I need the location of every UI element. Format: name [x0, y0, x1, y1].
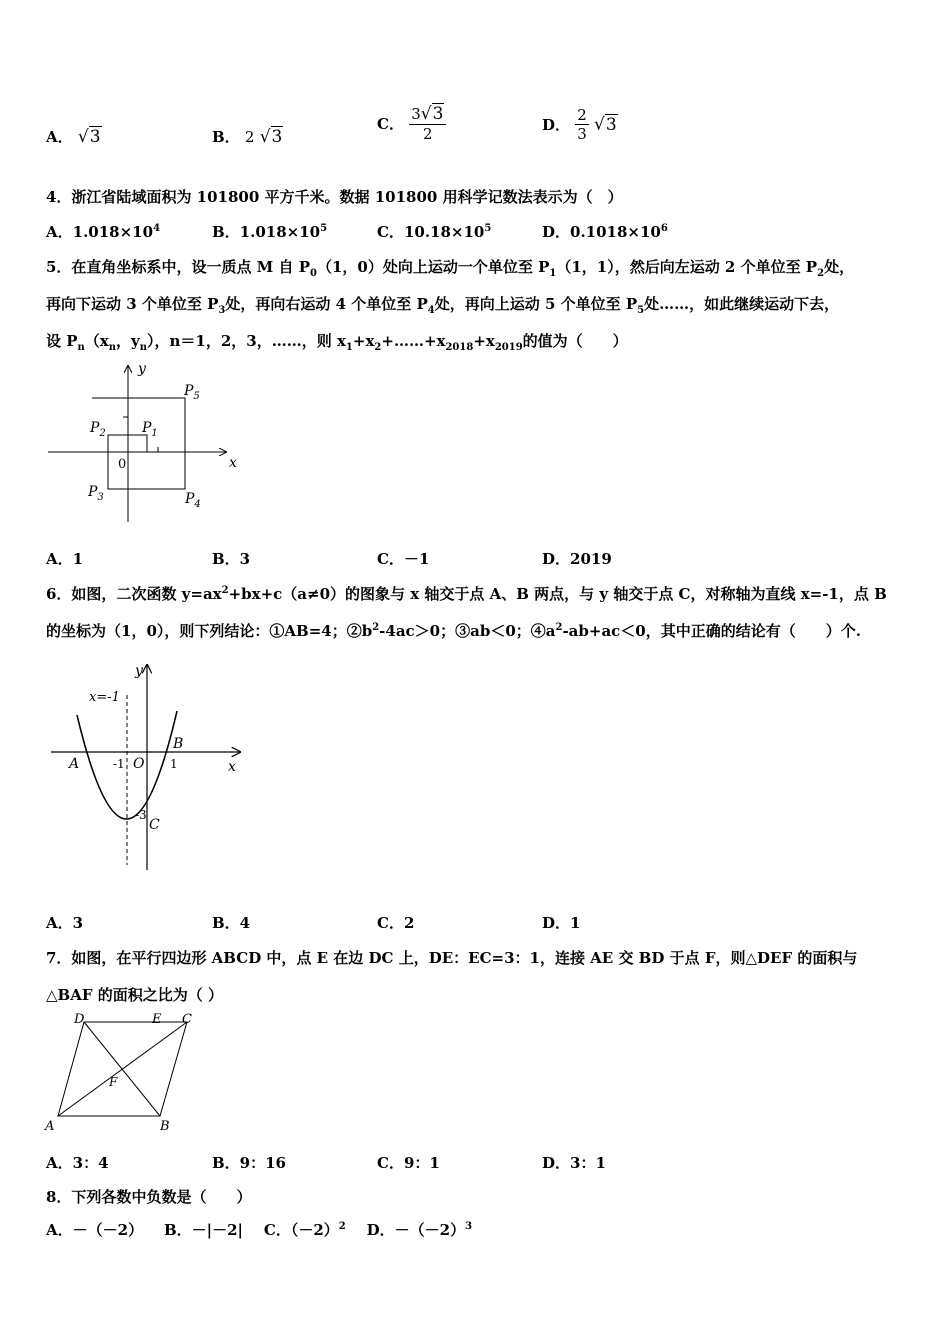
q4-option-b: B．$1.018\times 10^5$: [212, 223, 328, 241]
q5-option-b: B．3: [212, 550, 251, 568]
q8-stem: 8．下列各数中负数是（ ）: [46, 1188, 252, 1206]
tick-label-1: 1: [170, 757, 178, 771]
tick-label-neg3: -3: [135, 808, 147, 822]
y-axis-label: y: [138, 361, 146, 377]
q6-stem-line2: 的坐标为（1，0），则下列结论：①AB=4；$②b^2-4ac>0$；③ab＜0；$④a^2-ab+ac<0$，其中正确的结论有（ ）个.: [46, 622, 861, 640]
q7-option-b: B．9：16: [212, 1154, 286, 1172]
point-p3-label: $P_3$: [88, 484, 104, 503]
point-e-label: E: [152, 1012, 162, 1027]
q6-parabola-figure: [45, 655, 250, 875]
q6-option-a: A．3: [46, 914, 84, 932]
q6-stem-line1: 6．如图，二次函数 $y=ax^2+bx+c(a\ne 0)$的图象与 x 轴交于点 A、B 两点，与 y 轴交于点 C，对称轴为直线 x=-1，点 B: [46, 585, 887, 603]
fraction: $\frac{2}{3}$: [577, 106, 587, 143]
q6-option-c: C．2: [377, 914, 415, 932]
sqrt-expression: √3: [259, 127, 283, 147]
point-p2-label: $P_2$: [90, 420, 106, 439]
x-axis-label: x: [229, 455, 237, 471]
point-p1-label: $P_1$: [142, 420, 158, 439]
point-f-label: F: [109, 1075, 118, 1089]
point-p5-label: $P_5$: [184, 383, 200, 402]
point-b-label: B: [160, 1119, 170, 1134]
q6-option-b: B．4: [212, 914, 251, 932]
q5-stem-line2: 再向下运动 3 个单位至 $P_3$处，再向右运动 4 个单位至 $P_4$处，再向上运动 5 个单位至 $P_5$处……，如此继续运动下去，: [46, 295, 840, 316]
q7-stem-line2: △BAF 的面积之比为（ ）: [46, 986, 223, 1004]
q3-option-a: A． √3: [46, 127, 101, 147]
x-axis-label: x: [228, 759, 236, 775]
diagonal-bd: [84, 1022, 160, 1116]
q5-stem-line3: 设 $P_n(x_n$，$y_n$），n＝1，2，3，……，则 $x_1+x_2+\dots\dots+x_{2018}+x_{2019}$的值为（ ）: [46, 332, 628, 353]
sqrt-expression: √3: [594, 114, 617, 135]
q5-option-a: A．1: [46, 550, 84, 568]
point-d-label: D: [74, 1012, 85, 1027]
q5-option-d: D．2019: [542, 550, 612, 568]
q7-option-a: A．3：4: [46, 1154, 109, 1172]
q3-option-b: B． 2 √3: [212, 127, 283, 147]
point-p4-label: $P_4$: [185, 491, 201, 510]
sqrt-expression: √3: [77, 127, 101, 147]
point-c-label: C: [182, 1012, 192, 1027]
q7-option-c: C．9：1: [377, 1154, 440, 1172]
q5-stem-line1: 5．在直角坐标系中，设一质点 M 自 $P_0(1$，0）处向上运动一个单位至 $P_1(1$，1），然后向左运动 2 个单位至 $P_2$处，: [46, 258, 855, 279]
q4-option-d: D．$0.1018\times 10^6$: [542, 223, 668, 241]
q3-option-d: D． $\frac{2}{3}$ √3: [542, 106, 617, 143]
q7-option-d: D．3：1: [542, 1154, 606, 1172]
q7-stem-line1: 7．如图，在平行四边形 ABCD 中，点 E 在边 DC 上，DE：EC=3：1，连接 AE 交 BD 于点 F，则△DEF 的面积与: [46, 949, 858, 967]
q4-option-a: A．$1.018\times 10^4$: [46, 223, 161, 241]
q8-option-c: C．$(-2)^2$: [263, 1221, 346, 1239]
q8-option-a: A．－（－2）: [46, 1221, 144, 1239]
y-axis-label: y: [135, 663, 143, 679]
q7-parallelogram-figure: [42, 1010, 202, 1135]
tick-label-neg1: -1: [113, 757, 125, 771]
q4-stem: 4．浙江省陆域面积为 101800 平方千米。数据 101800 用科学记数法表示为（ ）: [46, 188, 623, 206]
q3-option-c: C． $\frac{3√3}{2}$: [377, 104, 446, 143]
origin-label: O: [133, 756, 145, 772]
q5-option-c: C．－1: [377, 550, 430, 568]
q8-option-d: D．$-(-2)^3$: [366, 1221, 473, 1239]
point-a-label: A: [69, 756, 80, 772]
point-c-label: C: [149, 817, 160, 833]
spiral-path: [92, 398, 185, 489]
point-a-label: A: [45, 1119, 55, 1134]
point-b-label: B: [173, 736, 184, 752]
symmetry-axis-label: x=-1: [89, 690, 120, 705]
q4-option-c: C．$10.18\times 10^5$: [377, 223, 492, 241]
q5-coordinate-figure: [40, 360, 240, 530]
origin-label: 0: [118, 457, 127, 472]
q6-option-d: D．1: [542, 914, 581, 932]
fraction: $\frac{3√3}{2}$: [409, 104, 446, 143]
q8-option-b: B．－|－2|: [163, 1221, 243, 1239]
q8-options: [46, 1219, 472, 1240]
